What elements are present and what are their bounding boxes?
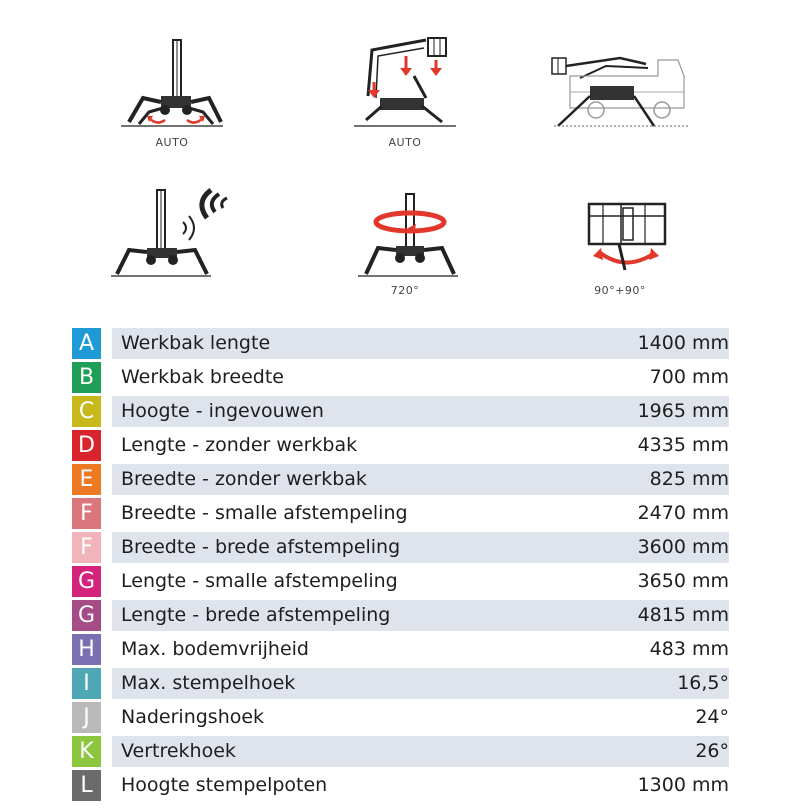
remote-control-feature — [112, 180, 232, 305]
auto-stow-feature — [345, 36, 465, 161]
spec-row — [72, 328, 729, 359]
spec-row — [72, 498, 729, 529]
auto-boom-stow-icon — [350, 36, 460, 132]
spec-letter-badge: G — [72, 600, 101, 631]
basket-rotation-icon — [565, 180, 675, 280]
spec-letter-badge: F — [72, 498, 101, 529]
icon-caption: 720° — [390, 284, 420, 297]
spec-row — [72, 566, 729, 597]
spec-value: 16,5° — [677, 672, 729, 694]
spec-bar — [112, 600, 729, 631]
spec-letter-badge: I — [72, 668, 101, 699]
spec-value: 825 mm — [649, 468, 729, 490]
spec-value: 4335 mm — [637, 434, 729, 456]
spec-label: Hoogte stempelpoten — [121, 774, 328, 796]
spec-letter-badge: L — [72, 770, 101, 801]
spec-label: Werkbak lengte — [121, 332, 271, 354]
icon-caption: 90°+90° — [594, 284, 646, 297]
truck-transport-feature — [560, 36, 680, 161]
spec-row — [72, 396, 729, 427]
remote-control-icon — [107, 180, 237, 280]
spec-bar — [112, 430, 729, 461]
spec-letter-badge: E — [72, 464, 101, 495]
spec-letter-badge: A — [72, 328, 101, 359]
spec-letter-badge: B — [72, 362, 101, 393]
auto-outrigger-leveling-icon — [117, 36, 227, 132]
spec-letter-badge: J — [72, 702, 101, 733]
spec-row — [72, 770, 729, 801]
spec-row — [72, 464, 729, 495]
spec-label: Hoogte - ingevouwen — [121, 400, 324, 422]
rotation-720-feature — [345, 180, 465, 305]
icon-caption: AUTO — [388, 136, 422, 149]
rotation-720-icon — [350, 180, 460, 280]
spec-row — [72, 600, 729, 631]
spec-value: 700 mm — [649, 366, 729, 388]
spec-bar — [112, 396, 729, 427]
spec-row — [72, 430, 729, 461]
auto-leveling-feature — [112, 36, 232, 161]
spec-value: 483 mm — [649, 638, 729, 660]
spec-row — [72, 532, 729, 563]
spec-label: Breedte - zonder werkbak — [121, 468, 367, 490]
spec-label: Vertrekhoek — [121, 740, 236, 762]
spec-value: 3600 mm — [637, 536, 729, 558]
spec-row — [72, 702, 729, 733]
spec-value: 4815 mm — [637, 604, 729, 626]
spec-label: Breedte - brede afstempeling — [121, 536, 401, 558]
spec-value: 1300 mm — [637, 774, 729, 796]
icon-caption: AUTO — [155, 136, 189, 149]
spec-letter-badge: H — [72, 634, 101, 665]
truck-transport-icon — [550, 36, 690, 132]
spec-letter-badge: G — [72, 566, 101, 597]
spec-letter-badge: K — [72, 736, 101, 767]
spec-label: Lengte - brede afstempeling — [121, 604, 391, 626]
spec-bar — [112, 464, 729, 495]
spec-row — [72, 362, 729, 393]
spec-value: 1965 mm — [637, 400, 729, 422]
spec-bar — [112, 702, 729, 733]
spec-letter-badge: F — [72, 532, 101, 563]
spec-bar — [112, 566, 729, 597]
spec-row — [72, 634, 729, 665]
spec-bar — [112, 498, 729, 529]
spec-value: 1400 mm — [637, 332, 729, 354]
spec-label: Max. stempelhoek — [121, 672, 296, 694]
spec-label: Max. bodemvrijheid — [121, 638, 309, 660]
specification-table — [72, 328, 729, 804]
spec-value: 2470 mm — [637, 502, 729, 524]
spec-label: Breedte - smalle afstempeling — [121, 502, 408, 524]
spec-bar — [112, 532, 729, 563]
basket-rotation-feature — [560, 180, 680, 305]
spec-value: 24° — [695, 706, 729, 728]
spec-label: Lengte - smalle afstempeling — [121, 570, 398, 592]
spec-bar — [112, 634, 729, 665]
spec-bar — [112, 328, 729, 359]
spec-letter-badge: D — [72, 430, 101, 461]
spec-bar — [112, 736, 729, 767]
spec-bar — [112, 668, 729, 699]
spec-bar — [112, 770, 729, 801]
spec-label: Werkbak breedte — [121, 366, 284, 388]
spec-label: Naderingshoek — [121, 706, 265, 728]
spec-label: Lengte - zonder werkbak — [121, 434, 358, 456]
spec-row — [72, 668, 729, 699]
spec-letter-badge: C — [72, 396, 101, 427]
spec-value: 26° — [695, 740, 729, 762]
spec-bar — [112, 362, 729, 393]
spec-row — [72, 736, 729, 767]
spec-value: 3650 mm — [637, 570, 729, 592]
